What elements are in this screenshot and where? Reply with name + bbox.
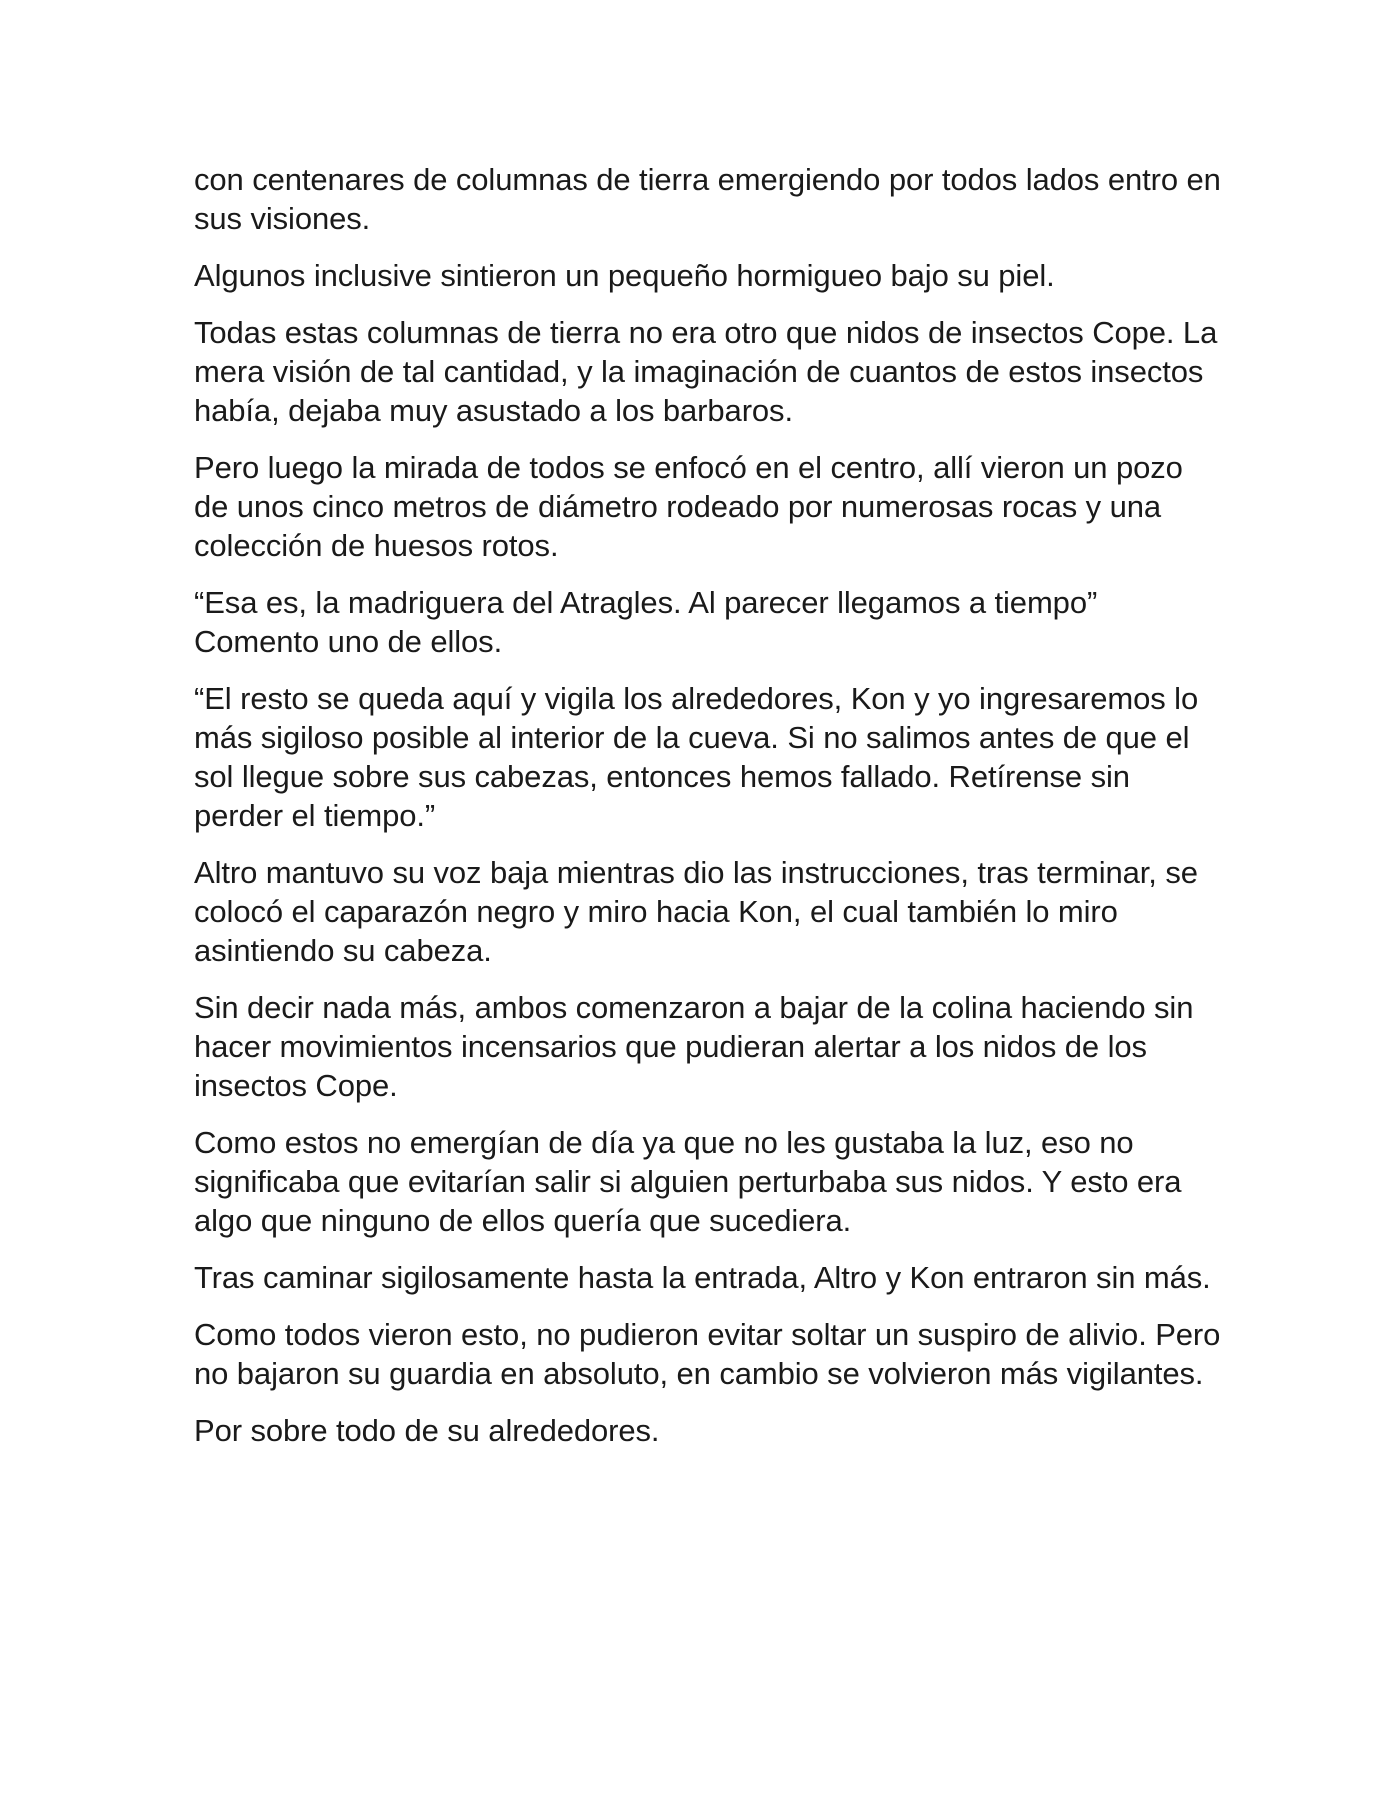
paragraph-10: Tras caminar sigilosamente hasta la entrada, Altro y Kon entraron sin más. bbox=[194, 1260, 1211, 1295]
paragraph-9: Como estos no emergían de día ya que no les gustaba la luz, eso no significaba que evitarían salir si alguien perturbaba sus nidos. Y esto era algo que ninguno de ellos quería que sucediera. bbox=[194, 1125, 1182, 1238]
paragraph-5: “Esa es, la madriguera del Atragles. Al parecer llegamos a tiempo” Comento uno de ellos. bbox=[194, 585, 1098, 659]
paragraph-8: Sin decir nada más, ambos comenzaron a bajar de la colina haciendo sin hacer movimientos incensarios que pudieran alertar a los nidos de los insectos Cope. bbox=[194, 990, 1194, 1103]
paragraph-4: Pero luego la mirada de todos se enfocó en el centro, allí vieron un pozo de unos cinco metros de diámetro rodeado por numerosas rocas y una colección de huesos rotos. bbox=[194, 450, 1183, 563]
paragraph-2: Algunos inclusive sintieron un pequeño hormigueo bajo su piel. bbox=[194, 258, 1055, 293]
paragraph-7: Altro mantuvo su voz baja mientras dio las instrucciones, tras terminar, se colocó el caparazón negro y miro hacia Kon, el cual también lo miro asintiendo su cabeza. bbox=[194, 855, 1198, 968]
paragraph-1: con centenares de columnas de tierra emergiendo por todos lados entro en sus visiones. bbox=[194, 162, 1221, 236]
paragraph-11: Como todos vieron esto, no pudieron evitar soltar un suspiro de alivio. Pero no bajaron su guardia en absoluto, en cambio se volvieron más vigilantes. bbox=[194, 1317, 1221, 1391]
document-body bbox=[194, 160, 1224, 1468]
paragraph-3: Todas estas columnas de tierra no era otro que nidos de insectos Cope. La mera visión de tal cantidad, y la imaginación de cuantos de estos insectos había, dejaba muy asustado a los barbaros. bbox=[194, 315, 1218, 428]
paragraph-6: “El resto se queda aquí y vigila los alrededores, Kon y yo ingresaremos lo más sigiloso posible al interior de la cueva. Si no salimos antes de que el sol llegue sobre sus cabezas, entonces hemos fallado. Retírense sin perder el tiempo.” bbox=[194, 681, 1199, 833]
paragraph-12: Por sobre todo de su alrededores. bbox=[194, 1413, 660, 1448]
